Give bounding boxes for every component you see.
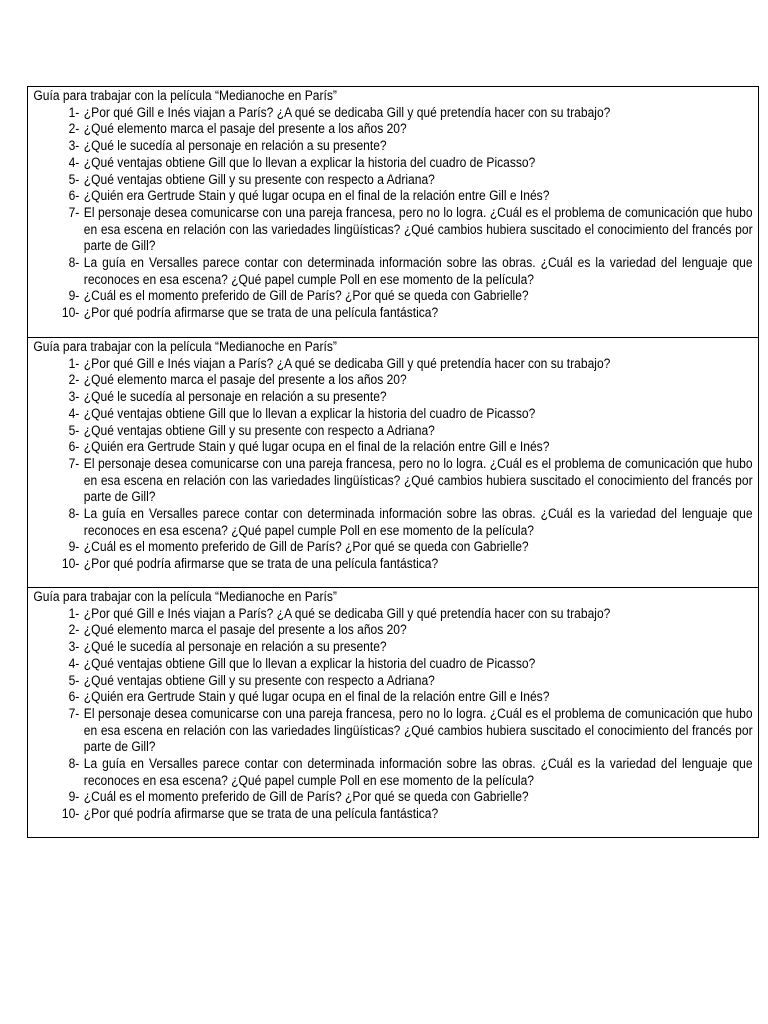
worksheet-block-3 (28, 587, 758, 837)
question-text: El personaje desea comunicarse con una pareja francesa, pero no lo logra. ¿Cuál es el problema de comunicación que hubo en esa escena en relación con las variedades lingüísticas? ¿Qué cambios hubiera suscitado el conocimiento del francés por parte de Gill? (83, 705, 753, 755)
question-item (33, 406, 752, 423)
question-number: 3- (68, 138, 80, 154)
question-number: 10- (61, 305, 80, 321)
question-text: ¿Por qué Gill e Inés viajan a París? ¿A qué se dedicaba Gill y qué pretendía hacer con su trabajo? (83, 104, 611, 120)
question-text: ¿Quién era Gertrude Stain y qué lugar ocupa en el final de la relación entre Gill e Inés? (83, 689, 550, 705)
question-item (33, 456, 752, 506)
question-text: ¿Qué ventajas obtiene Gill y su presente con respecto a Adriana? (83, 672, 435, 688)
question-item (33, 121, 752, 138)
question-item (33, 389, 752, 406)
question-number: 2- (68, 121, 80, 137)
question-item (33, 105, 752, 122)
question-item (33, 155, 752, 172)
question-text: ¿Qué ventajas obtiene Gill y su presente con respecto a Adriana? (83, 422, 435, 438)
question-item (33, 706, 752, 756)
question-text: El personaje desea comunicarse con una pareja francesa, pero no lo logra. ¿Cuál es el problema de comunicación que hubo en esa escena en relación con las variedades lingüísticas? ¿Qué cambios hubiera suscitado el conocimiento del francés por parte de Gill? (83, 455, 753, 505)
question-text: ¿Qué ventajas obtiene Gill que lo llevan a explicar la historia del cuadro de Picasso? (83, 405, 536, 421)
question-text: ¿Qué ventajas obtiene Gill y su presente con respecto a Adriana? (83, 171, 435, 187)
question-number: 9- (68, 539, 80, 555)
question-text: ¿Qué ventajas obtiene Gill que lo llevan a explicar la historia del cuadro de Picasso? (83, 655, 536, 671)
question-item (33, 622, 752, 639)
question-item (33, 439, 752, 456)
question-number: 6- (68, 188, 80, 204)
question-text: ¿Por qué podría afirmarse que se trata de una película fantástica? (83, 806, 439, 822)
question-number: 7- (68, 705, 80, 721)
question-text: ¿Qué elemento marca el pasaje del presente a los años 20? (83, 622, 407, 638)
question-item (33, 305, 752, 322)
question-text: ¿Qué le sucedía al personaje en relación a su presente? (83, 138, 387, 154)
question-text: La guía en Versalles parece contar con determinada información sobre las obras. ¿Cuál es la variedad del lenguaje que reconoces en esa escena? ¿Qué papel cumple Poll en ese momento de la película? (83, 506, 753, 538)
block-title: Guía para trabajar con la película “Medianoche en París” (33, 589, 337, 604)
question-item (33, 789, 752, 806)
question-text: ¿Por qué podría afirmarse que se trata de una película fantástica? (83, 556, 439, 572)
worksheet-table (27, 86, 759, 838)
block-title: Guía para trabajar con la película “Medianoche en París” (33, 339, 337, 354)
question-number: 9- (68, 789, 80, 805)
question-item (33, 506, 752, 539)
question-item (33, 656, 752, 673)
question-text: ¿Quién era Gertrude Stain y qué lugar ocupa en el final de la relación entre Gill e Inés? (83, 188, 550, 204)
question-number: 9- (68, 288, 80, 304)
question-number: 8- (68, 255, 80, 271)
block-title: Guía para trabajar con la película “Medianoche en París” (33, 88, 337, 103)
question-text: ¿Cuál es el momento preferido de Gill de París? ¿Por qué se queda con Gabrielle? (83, 288, 529, 304)
question-text: ¿Qué le sucedía al personaje en relación a su presente? (83, 389, 387, 405)
question-number: 6- (68, 439, 80, 455)
question-text: La guía en Versalles parece contar con determinada información sobre las obras. ¿Cuál es la variedad del lenguaje que reconoces en esa escena? ¿Qué papel cumple Poll en ese momento de la película? (83, 756, 753, 788)
question-number: 4- (68, 154, 80, 170)
question-number: 4- (68, 405, 80, 421)
question-item (33, 756, 752, 789)
question-number: 1- (68, 355, 80, 371)
question-item (33, 255, 752, 288)
question-text: ¿Qué elemento marca el pasaje del presente a los años 20? (83, 372, 407, 388)
question-number: 3- (68, 639, 80, 655)
worksheet-block-2 (28, 337, 758, 587)
question-text: ¿Por qué podría afirmarse que se trata de una película fantástica? (83, 305, 439, 321)
question-number: 10- (61, 806, 80, 822)
question-item (33, 372, 752, 389)
question-text: ¿Por qué Gill e Inés viajan a París? ¿A qué se dedicaba Gill y qué pretendía hacer con su trabajo? (83, 355, 611, 371)
question-number: 5- (68, 672, 80, 688)
question-number: 1- (68, 605, 80, 621)
worksheet-block-1 (28, 87, 758, 337)
question-text: El personaje desea comunicarse con una pareja francesa, pero no lo logra. ¿Cuál es el problema de comunicación que hubo en esa escena en relación con las variedades lingüísticas? ¿Qué cambios hubiera suscitado el conocimiento del francés por parte de Gill? (83, 204, 753, 254)
question-text: ¿Quién era Gertrude Stain y qué lugar ocupa en el final de la relación entre Gill e Inés? (83, 439, 550, 455)
question-list (33, 606, 752, 823)
question-text: ¿Qué le sucedía al personaje en relación a su presente? (83, 639, 387, 655)
question-item (33, 288, 752, 305)
question-number: 6- (68, 689, 80, 705)
question-text: ¿Cuál es el momento preferido de Gill de París? ¿Por qué se queda con Gabrielle? (83, 789, 529, 805)
question-number: 3- (68, 389, 80, 405)
question-number: 5- (68, 171, 80, 187)
question-text: ¿Qué ventajas obtiene Gill que lo llevan a explicar la historia del cuadro de Picasso? (83, 154, 536, 170)
question-number: 1- (68, 104, 80, 120)
question-item (33, 556, 752, 573)
question-text: ¿Por qué Gill e Inés viajan a París? ¿A qué se dedicaba Gill y qué pretendía hacer con su trabajo? (83, 605, 611, 621)
question-item (33, 806, 752, 823)
question-number: 8- (68, 506, 80, 522)
question-item (33, 673, 752, 690)
question-item (33, 689, 752, 706)
question-item (33, 606, 752, 623)
question-text: ¿Qué elemento marca el pasaje del presente a los años 20? (83, 121, 407, 137)
question-item (33, 539, 752, 556)
question-text: La guía en Versalles parece contar con determinada información sobre las obras. ¿Cuál es la variedad del lenguaje que reconoces en esa escena? ¿Qué papel cumple Poll en ese momento de la película? (83, 255, 753, 287)
question-item (33, 639, 752, 656)
question-number: 2- (68, 622, 80, 638)
question-number: 2- (68, 372, 80, 388)
question-item (33, 423, 752, 440)
question-list (33, 105, 752, 322)
question-item (33, 356, 752, 373)
question-item (33, 205, 752, 255)
question-item (33, 138, 752, 155)
question-number: 7- (68, 204, 80, 220)
question-number: 8- (68, 756, 80, 772)
question-text: ¿Cuál es el momento preferido de Gill de París? ¿Por qué se queda con Gabrielle? (83, 539, 529, 555)
question-number: 7- (68, 455, 80, 471)
question-list (33, 356, 752, 573)
question-item (33, 188, 752, 205)
question-number: 4- (68, 655, 80, 671)
question-item (33, 172, 752, 189)
question-number: 10- (61, 556, 80, 572)
question-number: 5- (68, 422, 80, 438)
